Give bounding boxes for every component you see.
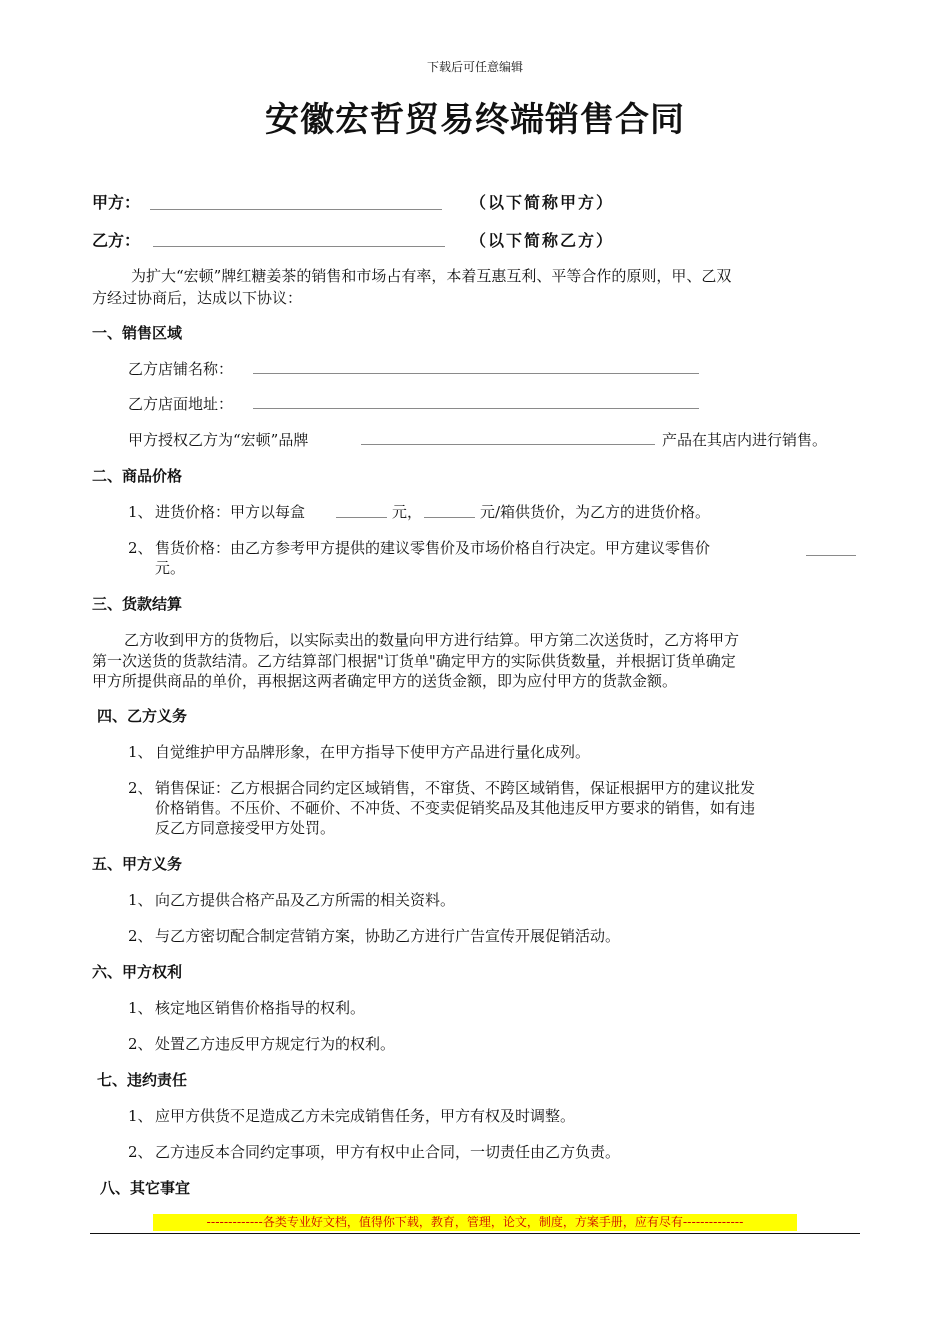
price-item-1-text-c: 元/箱供货价，为乙方的进货价格。	[480, 503, 711, 521]
party-a-blank[interactable]	[150, 209, 442, 210]
brand-product-blank[interactable]	[361, 444, 655, 445]
a-duty-1-text: 向乙方提供合格产品及乙方所需的相关资料。	[155, 891, 456, 909]
section-2-heading: 二、商品价格	[92, 467, 183, 485]
footer-divider	[90, 1233, 860, 1234]
footer-banner: -------------各类专业好文档，值得你下载，教育，管理，论文，制度，方案手册，应有尽有--------------	[153, 1214, 797, 1231]
section-6-heading: 六、甲方权利	[92, 963, 183, 981]
settlement-line-1: 乙方收到甲方的货物后，以实际卖出的数量向甲方进行结算。甲方第二次送货时，乙方将甲方	[124, 631, 740, 649]
liability-1-text: 应甲方供货不足造成乙方未完成销售任务，甲方有权及时调整。	[155, 1107, 576, 1125]
liability-2-number: 2、	[128, 1143, 153, 1161]
a-duty-1-number: 1、	[128, 891, 153, 909]
a-right-2-text: 处置乙方违反甲方规定行为的权利。	[155, 1035, 396, 1053]
a-duty-2-text: 与乙方密切配合制定营销方案，协助乙方进行广告宣传开展促销活动。	[155, 927, 621, 945]
store-name-blank[interactable]	[253, 373, 699, 374]
section-4-heading: 四、乙方义务	[97, 707, 188, 725]
price-item-2-number: 2、	[128, 539, 153, 557]
party-b-label: 乙方：	[92, 231, 141, 250]
download-note: 下载后可任意编辑	[426, 60, 523, 74]
liability-2-text: 乙方违反本合同约定事项，甲方有权中止合同，一切责任由乙方负责。	[155, 1143, 621, 1161]
b-duty-2-line-3: 反乙方同意接受甲方处罚。	[155, 819, 336, 837]
b-duty-2-line-2: 价格销售。不压价、不砸价、不冲货、不变卖促销奖品及其他违反甲方要求的销售，如有违	[155, 799, 756, 817]
settlement-line-3: 甲方所提供商品的单价，再根据这两者确定甲方的送货金额，即为应付甲方的货款金额。	[92, 672, 678, 690]
intro-line-1: 为扩大“宏顿”牌红糖姜茶的销售和市场占有率，本着互惠互利、平等合作的原则，甲、乙双	[131, 267, 732, 285]
b-duty-1-number: 1、	[128, 743, 153, 761]
section-1-heading: 一、销售区域	[92, 324, 183, 342]
a-duty-2-number: 2、	[128, 927, 153, 945]
b-duty-1-text: 自觉维护甲方品牌形象，在甲方指导下使甲方产品进行量化成列。	[155, 743, 591, 761]
contract-title: 安徽宏哲贸易终端销售合同	[265, 100, 685, 140]
price-item-2-text-a: 售货价格：由乙方参考甲方提供的建议零售价及市场价格自行决定。甲方建议零售价	[155, 539, 711, 557]
price-item-1-text-b: 元，	[392, 503, 423, 521]
store-address-blank[interactable]	[253, 408, 699, 409]
price-item-2-text-b: 元。	[155, 559, 186, 577]
store-address-label: 乙方店面地址：	[128, 395, 234, 413]
a-right-2-number: 2、	[128, 1035, 153, 1053]
authorization-text-a: 甲方授权乙方为“宏顿”品牌	[128, 431, 309, 449]
party-b-note: （以下简称乙方）	[470, 231, 615, 250]
section-5-heading: 五、甲方义务	[92, 855, 183, 873]
a-right-1-text: 核定地区销售价格指导的权利。	[155, 999, 366, 1017]
settlement-line-2: 第一次送货的货款结清。乙方结算部门根据"订货单"确定甲方的实际供货数量，并根据订货单确定	[92, 652, 736, 670]
price-item-1-text-a: 进货价格：甲方以每盒	[155, 503, 306, 521]
b-duty-2-number: 2、	[128, 779, 153, 797]
party-a-label: 甲方：	[92, 193, 141, 212]
case-price-blank[interactable]	[424, 517, 475, 518]
store-name-label: 乙方店铺名称：	[128, 360, 234, 378]
retail-price-blank[interactable]	[806, 555, 856, 556]
section-3-heading: 三、货款结算	[92, 595, 183, 613]
party-a-note: （以下简称甲方）	[470, 193, 615, 212]
price-item-1-number: 1、	[128, 503, 153, 521]
intro-line-2: 方经过协商后，达成以下协议：	[92, 289, 303, 307]
b-duty-2-line-1: 销售保证：乙方根据合同约定区域销售，不窜货、不跨区域销售，保证根据甲方的建议批发	[155, 779, 756, 797]
section-7-heading: 七、违约责任	[97, 1071, 188, 1089]
liability-1-number: 1、	[128, 1107, 153, 1125]
box-price-blank[interactable]	[336, 517, 387, 518]
authorization-text-b: 产品在其店内进行销售。	[662, 431, 828, 449]
party-b-blank[interactable]	[153, 246, 445, 247]
a-right-1-number: 1、	[128, 999, 153, 1017]
section-8-heading: 八、其它事宜	[100, 1179, 191, 1197]
